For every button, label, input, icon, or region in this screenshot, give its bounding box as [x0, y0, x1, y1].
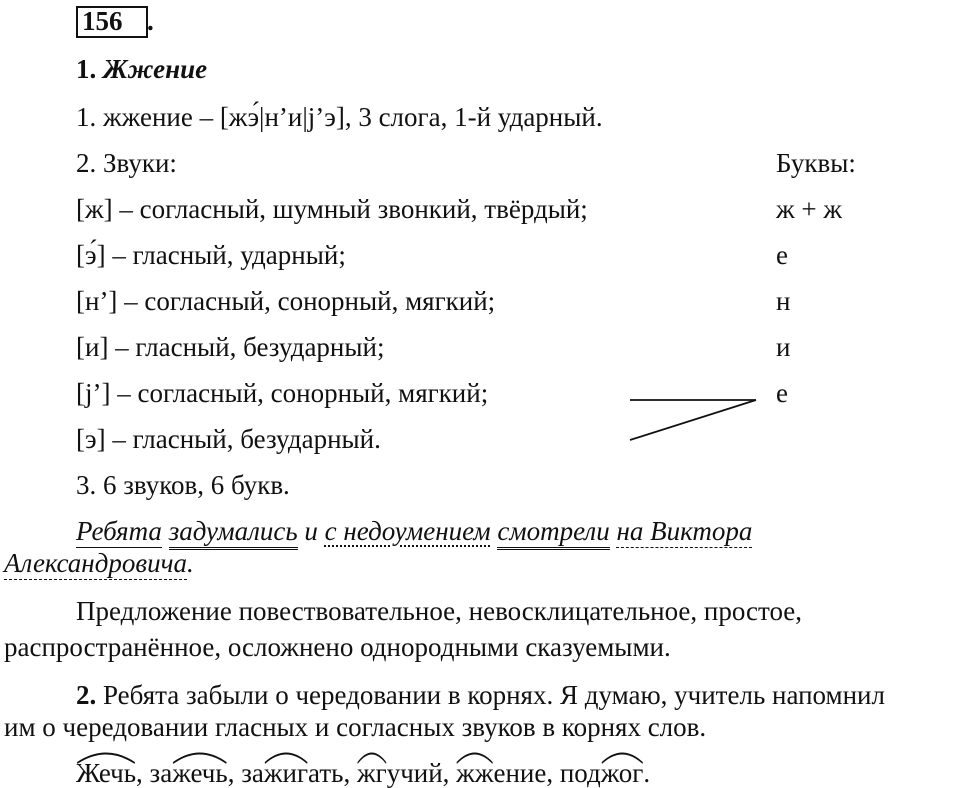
part2-text-1: Ребята забыли о чередовании в корнях. Я думаю, учитель напомнил [103, 680, 885, 710]
sound-row: [э́] – гласный, ударный; [76, 240, 346, 270]
root-arc: жог [601, 760, 644, 787]
root-arc: жиг [264, 760, 308, 787]
parsed-sentence-line1 [76, 518, 752, 545]
letter-cell: е [776, 240, 788, 270]
object: на Виктора [616, 516, 753, 546]
sound-row: [j’] – согласный, сонорный, мягкий; [76, 378, 489, 408]
part2-number: 2. [76, 680, 97, 710]
transcription-line: 1. жжение – [жэ́|н’и|j’э], 3 слога, 1-й ударный. [76, 102, 603, 132]
letter-cell: н [776, 286, 791, 316]
root-word: Жечь, [76, 758, 143, 788]
conjunction: и [304, 516, 318, 546]
root-arc: жг [357, 760, 387, 787]
part2-line-1 [76, 682, 885, 709]
part2-line-2: им о чередовании гласных и согласных звуков в корнях слов. [4, 712, 707, 742]
parsed-sentence-line2 [4, 550, 194, 577]
part1-heading-word: Жжение [103, 54, 208, 84]
summary-line: 3. 6 звуков, 6 букв. [76, 470, 290, 500]
subject: Ребята [76, 516, 162, 546]
predicate-1: задумались [169, 516, 298, 550]
mapping-line-diagonal [630, 400, 756, 440]
sound-row: [н’] – согласный, сонорный, мягкий; [76, 286, 496, 316]
root-words-line [76, 760, 650, 787]
root-word: за жигать, [241, 758, 350, 788]
exercise-number-dot: . [147, 6, 154, 36]
part1-heading-number: 1. [76, 54, 97, 84]
letter-cell: ж + ж [776, 194, 843, 224]
root-arc: жечь [172, 760, 228, 787]
object-continued: Александровича [4, 548, 187, 578]
predicate-2: смотрели [497, 516, 609, 550]
letter-cell: е [776, 378, 788, 408]
root-word: жгучий, [357, 758, 449, 788]
adverbial: с недоумением [324, 516, 491, 546]
sound-row: [и] – гласный, безударный; [76, 332, 385, 362]
letter-mapping-lines [620, 390, 770, 446]
letters-header: Буквы: [776, 148, 856, 178]
exercise-number: 156 [82, 6, 123, 36]
sentence-end: . [186, 548, 194, 578]
analysis-line-1: Предложение повествовательное, невосклицательное, простое, [76, 596, 803, 626]
root-word: за жечь, [150, 758, 235, 788]
root-word: жжение, [456, 758, 553, 788]
analysis-line-2: распространённое, осложнено однородными сказуемыми. [4, 632, 671, 662]
letter-cell: и [776, 332, 791, 362]
sound-row: [э] – гласный, безударный. [76, 424, 381, 454]
root-word: под жог. [560, 758, 650, 788]
part1-heading [76, 56, 207, 83]
root-arc: жж [456, 760, 493, 787]
sounds-header: 2. Звуки: [76, 148, 177, 178]
sound-row: [ж] – согласный, шумный звонкий, твёрдый; [76, 194, 588, 224]
root-arc: Жечь [76, 760, 136, 787]
